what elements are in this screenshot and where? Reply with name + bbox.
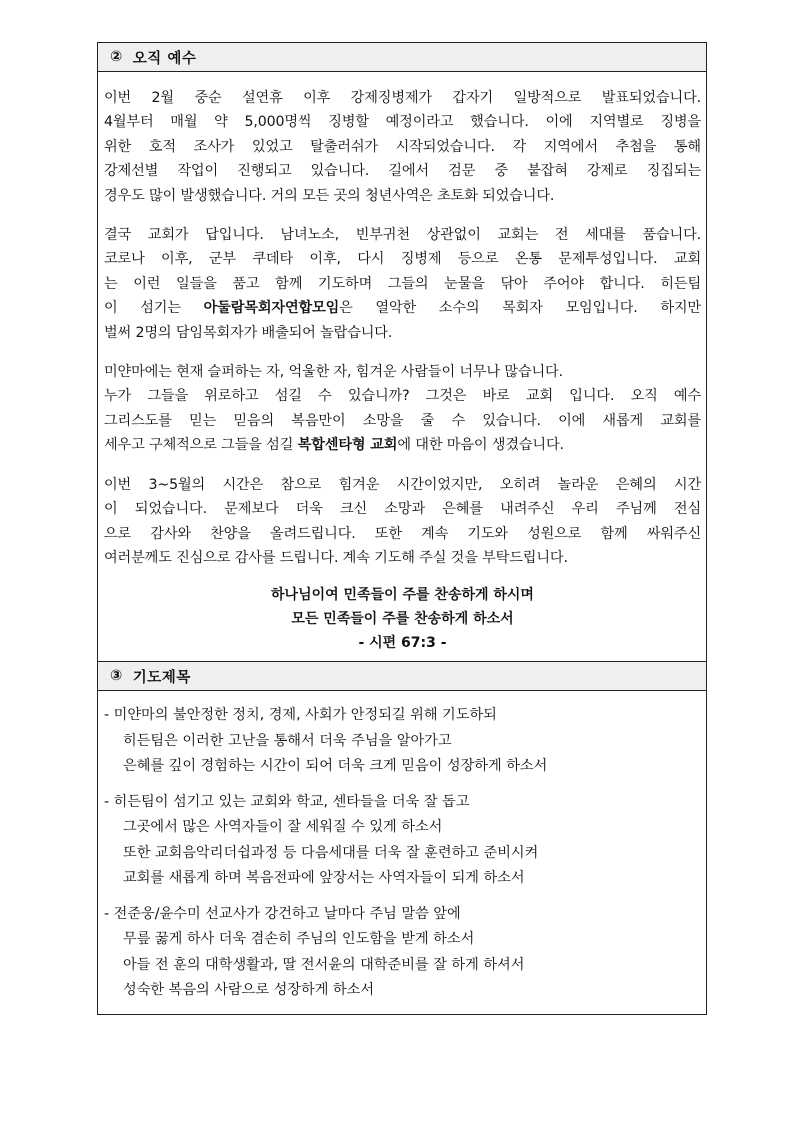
text-line: 으로 감사와 찬양을 올려드립니다. 또한 계속 기도와 성원으로 함께 싸워주신 [104,525,701,542]
prayer-item [104,703,701,780]
prayer-line: 그곳에서 많은 사역자들이 잘 세워질 수 있게 하소서 [123,819,443,836]
text-line: 여러분께도 진심으로 감사를 드립니다. 계속 기도해 주실 것을 부탁드립니다. [104,549,568,566]
text-line: 경우도 많이 발생했습니다. 거의 모든 곳의 청년사역은 초토화 되었습니다. [104,187,555,204]
text-line: 강제선별 작업이 진행되고 있습니다. 길에서 검문 중 붙잡혀 강제로 징집되는 [104,163,701,180]
text-line: 벌써 2명의 담임목회자가 배출되어 놀랍습니다. [104,324,393,341]
text-line: 누가 그들을 위로하고 섬길 수 있습니까? 그것은 바로 교회 입니다. 오직 예수 [104,388,701,405]
prayer-line: 성숙한 복음의 사람으로 성장하게 하소서 [123,982,375,999]
scripture-verse [104,583,701,659]
prayer-item [104,902,701,1004]
text-line: 결국 교회가 답입니다. 남녀노소, 빈부귀천 상관없이 교회는 전 세대를 품습니다. [104,227,701,244]
text-fragment: 에 대한 마음이 생겼습니다. [397,437,564,454]
text-line: 미얀마에는 현재 슬퍼하는 자, 억울한 자, 힘겨운 사람들이 너무나 많습니다. [104,364,563,381]
text-fragment: 이 섬기는 [104,300,204,317]
prayer-line: 또한 교회음악리더쉽과정 등 다음세대를 더욱 잘 훈련하고 준비시켜 [123,844,539,861]
section-number: ③ [110,668,123,685]
section-number: ② [110,49,123,65]
text-line: 코로나 이후, 군부 쿠데타 이후, 다시 징병제 등으로 온통 문제투성입니다. 교회 [104,251,701,268]
text-line: 이 되었습니다. 문제보다 더욱 크신 소망과 은혜를 내려주신 우리 주님께 전심 [104,501,701,518]
text-line-with-emphasis [104,433,701,457]
text-line: 는 이런 일들을 품고 함께 기도하며 그들의 눈물을 닦아 주어야 합니다. 히든팀 [104,275,701,292]
text-line: 이번 3~5월의 시간은 참으로 힘겨운 시간이었지만, 오히려 놀라운 은혜의 시간 [104,476,701,493]
prayer-line: 은혜를 깊이 경험하는 시간이 되어 더욱 크게 믿음이 성장하게 하소서 [123,758,548,775]
prayer-line: 아들 전 훈의 대학생활과, 딸 전서윤의 대학준비를 잘 하게 하셔서 [123,956,525,973]
paragraph-church-answer [104,223,701,345]
section-title: 오직 예수 [132,50,197,67]
text-line: 4월부터 매월 약 5,000명씩 징병할 예정이라고 했습니다. 이에 지역별로 징병을 [104,114,701,131]
verse-reference: - 시편 67:3 - [358,635,447,652]
text-fragment: 세우고 구체적으로 그들을 섬길 [104,437,298,454]
section-header-only-jesus [98,43,706,72]
verse-line: 하나님이여 민족들이 주를 찬송하게 하시며 [271,587,534,604]
verse-line: 모든 민족들이 주를 찬송하게 하소서 [291,611,514,628]
section-title: 기도제목 [132,669,191,686]
prayer-line: 히든팀은 이러한 고난을 통해서 더욱 주님을 알아가고 [123,732,452,749]
paragraph-conscription [104,86,701,208]
prayer-line: 무릎 꿇게 하사 더욱 겸손히 주님의 인도함을 받게 하소서 [123,931,475,948]
text-fragment: 은 열악한 소수의 목회자 모임입니다. 하지만 [339,300,701,317]
prayer-line: - 미얀마의 불안정한 정치, 경제, 사회가 안정되길 위해 기도하되 [104,703,701,729]
paragraph-thanksgiving [104,473,701,571]
emphasis-adullam-fellowship: 아둘람목회자연합모임 [203,300,340,317]
text-line: 그리스도를 믿는 믿음의 복음만이 소망을 줄 수 있습니다. 이에 새롭게 교회를 [104,412,701,429]
prayer-line: - 전준웅/윤수미 선교사가 강건하고 날마다 주님 말씀 앞에 [104,902,701,928]
section-header-prayer-topics [98,662,706,691]
emphasis-complex-center-church: 복합센타형 교회 [297,437,398,454]
section-body-only-jesus [98,72,706,662]
text-line: 이번 2월 중순 설연휴 이후 강제징병제가 갑자기 일방적으로 발표되었습니다. [104,90,701,106]
section-body-prayer-topics [98,691,706,1014]
text-line-with-emphasis [104,296,701,320]
prayer-item [104,790,701,892]
prayer-line: 교회를 새롭게 하며 복음전파에 앞장서는 사역자들이 되게 하소서 [123,870,525,887]
newsletter-frame [97,42,707,1015]
text-line: 위한 호적 조사가 있었고 탈출러쉬가 시작되었습니다. 각 지역에서 추첨을 통해 [104,138,701,155]
prayer-line: - 히든팀이 섬기고 있는 교회와 학교, 센타들을 더욱 잘 돕고 [104,790,701,816]
paragraph-myanmar-need [104,360,701,458]
